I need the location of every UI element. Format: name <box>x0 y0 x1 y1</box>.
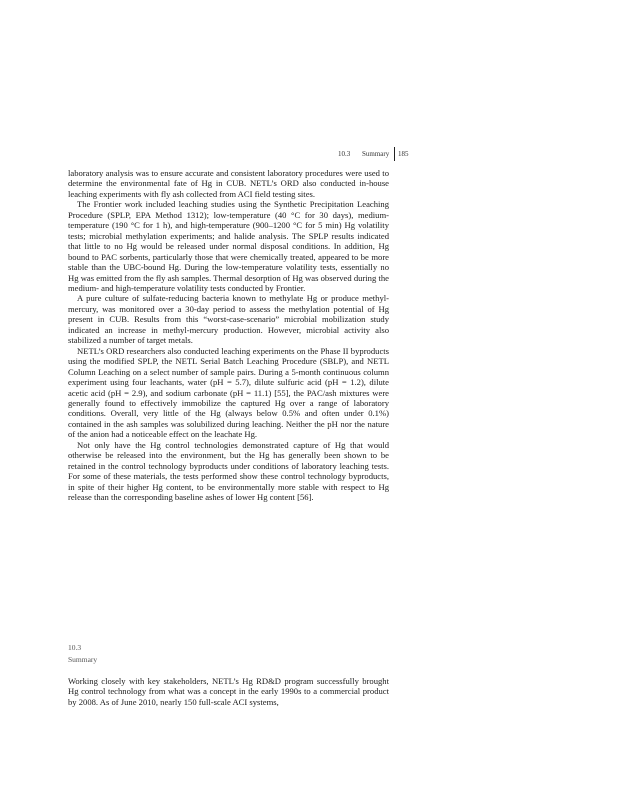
header-divider <box>394 147 395 161</box>
summary-paragraph: Working closely with key stakeholders, NETL’s Hg RD&D program successfully brought Hg control technology from what was a concept in the early 1990s to a commercial product by 2008. As of June 2010, nearly 150 full-scale ACI systems, <box>68 676 389 707</box>
summary-text <box>68 676 389 707</box>
paragraph-netl-ord: NETL’s ORD researchers also conducted leaching experiments on the Phase II byproducts using the modified SPLP, the NETL Serial Batch Leaching Procedure (SBLP), and NETL Column Leaching on a select number of sample pairs. During a 5-month continuous column experiment using four leachants, water (pH = 5.7), dilute sulfuric acid (pH = 1.2), dilute acetic acid (pH = 2.9), and sodium carbonate (pH = 11.1) [55], the PAC/ash mixtures were generally found to effectively immobilize the captured Hg over a range of laboratory conditions. Overall, very little of the Hg (always below 0.5% and often under 0.1%) contained in the ash samples was solubilized during leaching. Neither the pH nor the nature of the anion had a noticeable effect on the leachate Hg. <box>68 345 389 440</box>
page-number: 185 <box>398 150 409 158</box>
paragraph-bacteria: A pure culture of sulfate-reducing bacteria known to methylate Hg or produce methyl-mercury, was monitored over a 30-day period to assess the methylation potential of Hg present in CUB. Results from this “worst-case-scenario” microbial mobilization study indicated an increase in methyl-mercury production. However, microbial activity also stabilized a number of target metals. <box>68 293 389 346</box>
paragraph-conclusion: Not only have the Hg control technologies demonstrated capture of Hg that would otherwise be released into the environment, but the Hg has generally been shown to be retained in the control technology byproducts under conditions of laboratory leaching tests. For some of these materials, the tests performed show these control technology byproducts, in spite of their higher Hg content, to be environmentally more stable with respect to Hg release than the corresponding baseline ashes of lower Hg content [56]. <box>68 439 389 503</box>
section-title: Summary <box>68 655 98 664</box>
section-heading <box>68 642 97 666</box>
header-section-title: Summary <box>362 150 390 158</box>
body-text <box>68 168 389 503</box>
paragraph-continued: laboratory analysis was to ensure accurate and consistent laboratory procedures were used to determine the environmental fate of Hg in CUB. NETL’s ORD also conducted in-house leaching experiments with fly ash collected from ACI field testing sites. <box>68 168 389 199</box>
running-header <box>338 150 409 158</box>
section-number: 10.3 <box>68 643 82 652</box>
paragraph-frontier: The Frontier work included leaching studies using the Synthetic Precipitation Leaching Procedure (SPLP, EPA Method 1312); low-temperature (40 °C for 30 days), medium-temperature (190 °C for 1 h), and high-temperature (900–1200 °C for 5 min) Hg volatility tests; microbial methylation experiments; and halide analysis. The SPLP results indicated that little to no Hg would be released under normal disposal conditions. In addition, Hg bound to PAC sorbents, particularly those that were chemically treated, appeared to be more stable than the UBC-bound Hg. During the low-temperature volatility tests, essentially no Hg was emitted from the fly ash samples. Thermal desorption of Hg was observed during the medium- and high-temperature volatility tests conducted by Frontier. <box>68 199 389 293</box>
header-section-number: 10.3 <box>338 150 351 158</box>
